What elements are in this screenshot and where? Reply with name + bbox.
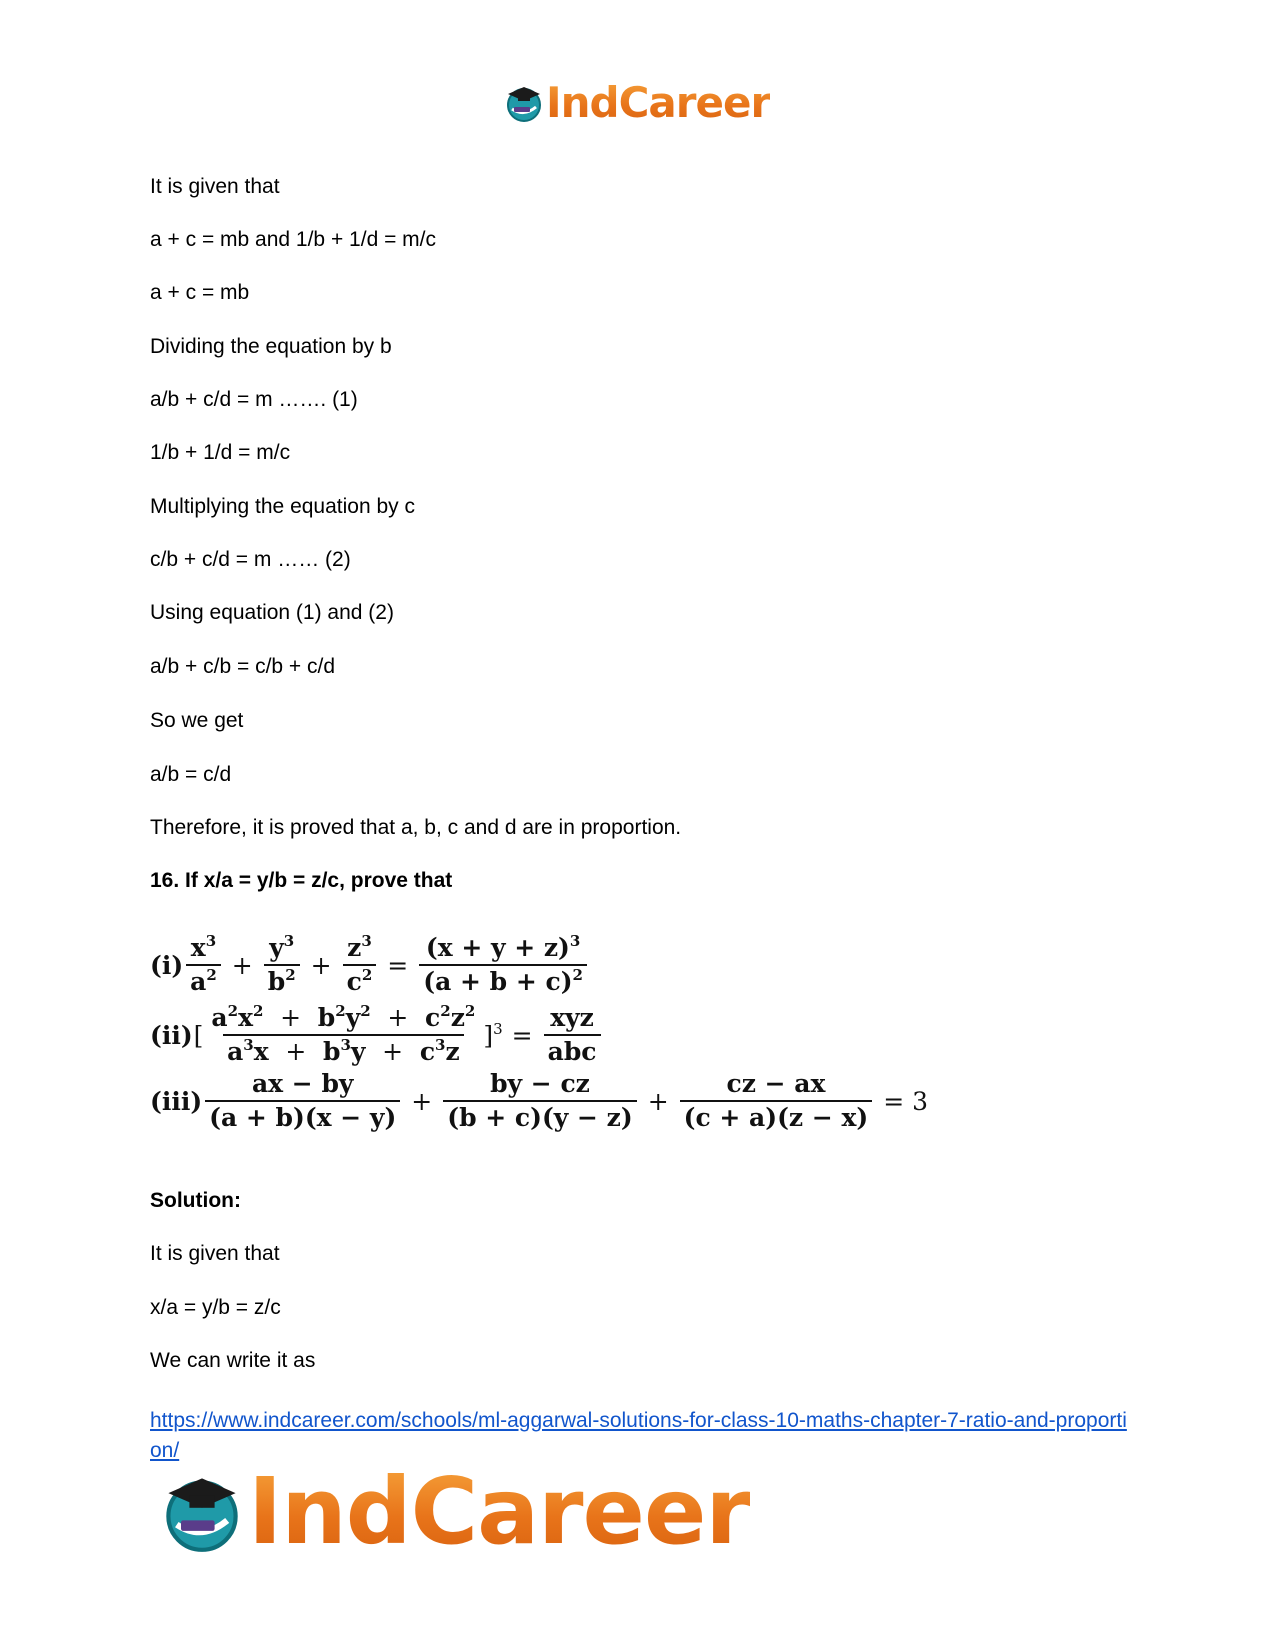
text-line: a/b = c/d [150, 763, 232, 786]
footer-logo [160, 1458, 750, 1565]
fraction: $\frac{(x + y + z)^3}{(a + b + c)^2}$ [419, 932, 587, 998]
text-line: a + c = mb [150, 281, 250, 304]
brand-name: IndCareer [546, 78, 771, 127]
text-line: Using equation (1) and (2) [150, 601, 394, 624]
text-line: a/b + c/d = m ……. (1) [150, 388, 358, 411]
text-line: x/a = y/b = z/c [150, 1296, 281, 1319]
graduation-cap-globe-icon [160, 1470, 244, 1554]
solution-heading: Solution: [150, 1189, 241, 1212]
text-line: It is given that [150, 1242, 280, 1265]
text-line: It is given that [150, 175, 280, 198]
fraction: $\frac{a^2x^2 + b^2y^2 + c^2z^2}{a^3x + b^3y + c^3z}$ [211, 1002, 476, 1066]
text-line: Dividing the equation by b [150, 335, 392, 358]
fraction: $\frac{\text{xyz}}{\text{abc}}$ [544, 1002, 601, 1068]
text-line: a + c = mb and 1/b + 1/d = m/c [150, 228, 437, 251]
equation-i: (i) $\frac{x^3}{a^2}$ + $\frac{y^3}{b^2}$ + $\frac{z^3}{c^2}$ = $\frac{(x + y + z)^3}{(a + b + c)^2}$ [150, 932, 590, 998]
text-line: a/b + c/b = c/b + c/d [150, 655, 336, 678]
text-line: Multiplying the equation by c [150, 495, 415, 518]
brand-name: IndCareer [248, 1458, 750, 1565]
fraction: $\frac{z^3}{c^2}$ [343, 932, 377, 998]
fraction: $\frac{y^3}{b^2}$ [264, 932, 300, 998]
header-logo [504, 78, 770, 128]
text-line: c/b + c/d = m …… (2) [150, 548, 351, 571]
fraction: $\frac{by - cz}{(b + c)(y - z)}$ [443, 1068, 636, 1134]
fraction: $\frac{ax - by}{(a + b)(x - y)}$ [205, 1068, 400, 1134]
equation-label: (iii) [150, 1086, 203, 1116]
graduation-cap-globe-icon [504, 83, 544, 123]
source-link[interactable]: https://www.indcareer.com/schools/ml-aggarwal-solutions-for-class-10-maths-chapter-7-ratio-and-proportion/ [150, 1409, 1127, 1462]
text-line: Therefore, it is proved that a, b, c and d are in proportion. [150, 816, 682, 839]
equation-ii: (ii) [ $\frac{a^2x^2 + b^2y^2 + c^2z^2}{a^3x + b^3y + c^3z}$ ]$^3$ = $\frac{\text{xyz}}{\text{abc}}$ [150, 1002, 604, 1068]
text-line: We can write it as [150, 1349, 316, 1372]
text-line: 1/b + 1/d = m/c [150, 441, 291, 464]
equation-label: (ii) [150, 1020, 193, 1050]
fraction: $\frac{cz - ax}{(c + a)(z - x)}$ [680, 1068, 873, 1134]
equation-label: (i) [150, 950, 184, 980]
text-line: So we get [150, 709, 244, 732]
question-heading: 16. If x/a = y/b = z/c, prove that [150, 869, 453, 892]
equation-iii: (iii) $\frac{ax - by}{(a + b)(x - y)}$ + $\frac{by - cz}{(b + c)(y - z)}$ + $\frac{cz - ax}{(c + a)(z - x)}$ = 3 [150, 1069, 929, 1132]
fraction: $\frac{x^3}{a^2}$ [186, 932, 221, 998]
